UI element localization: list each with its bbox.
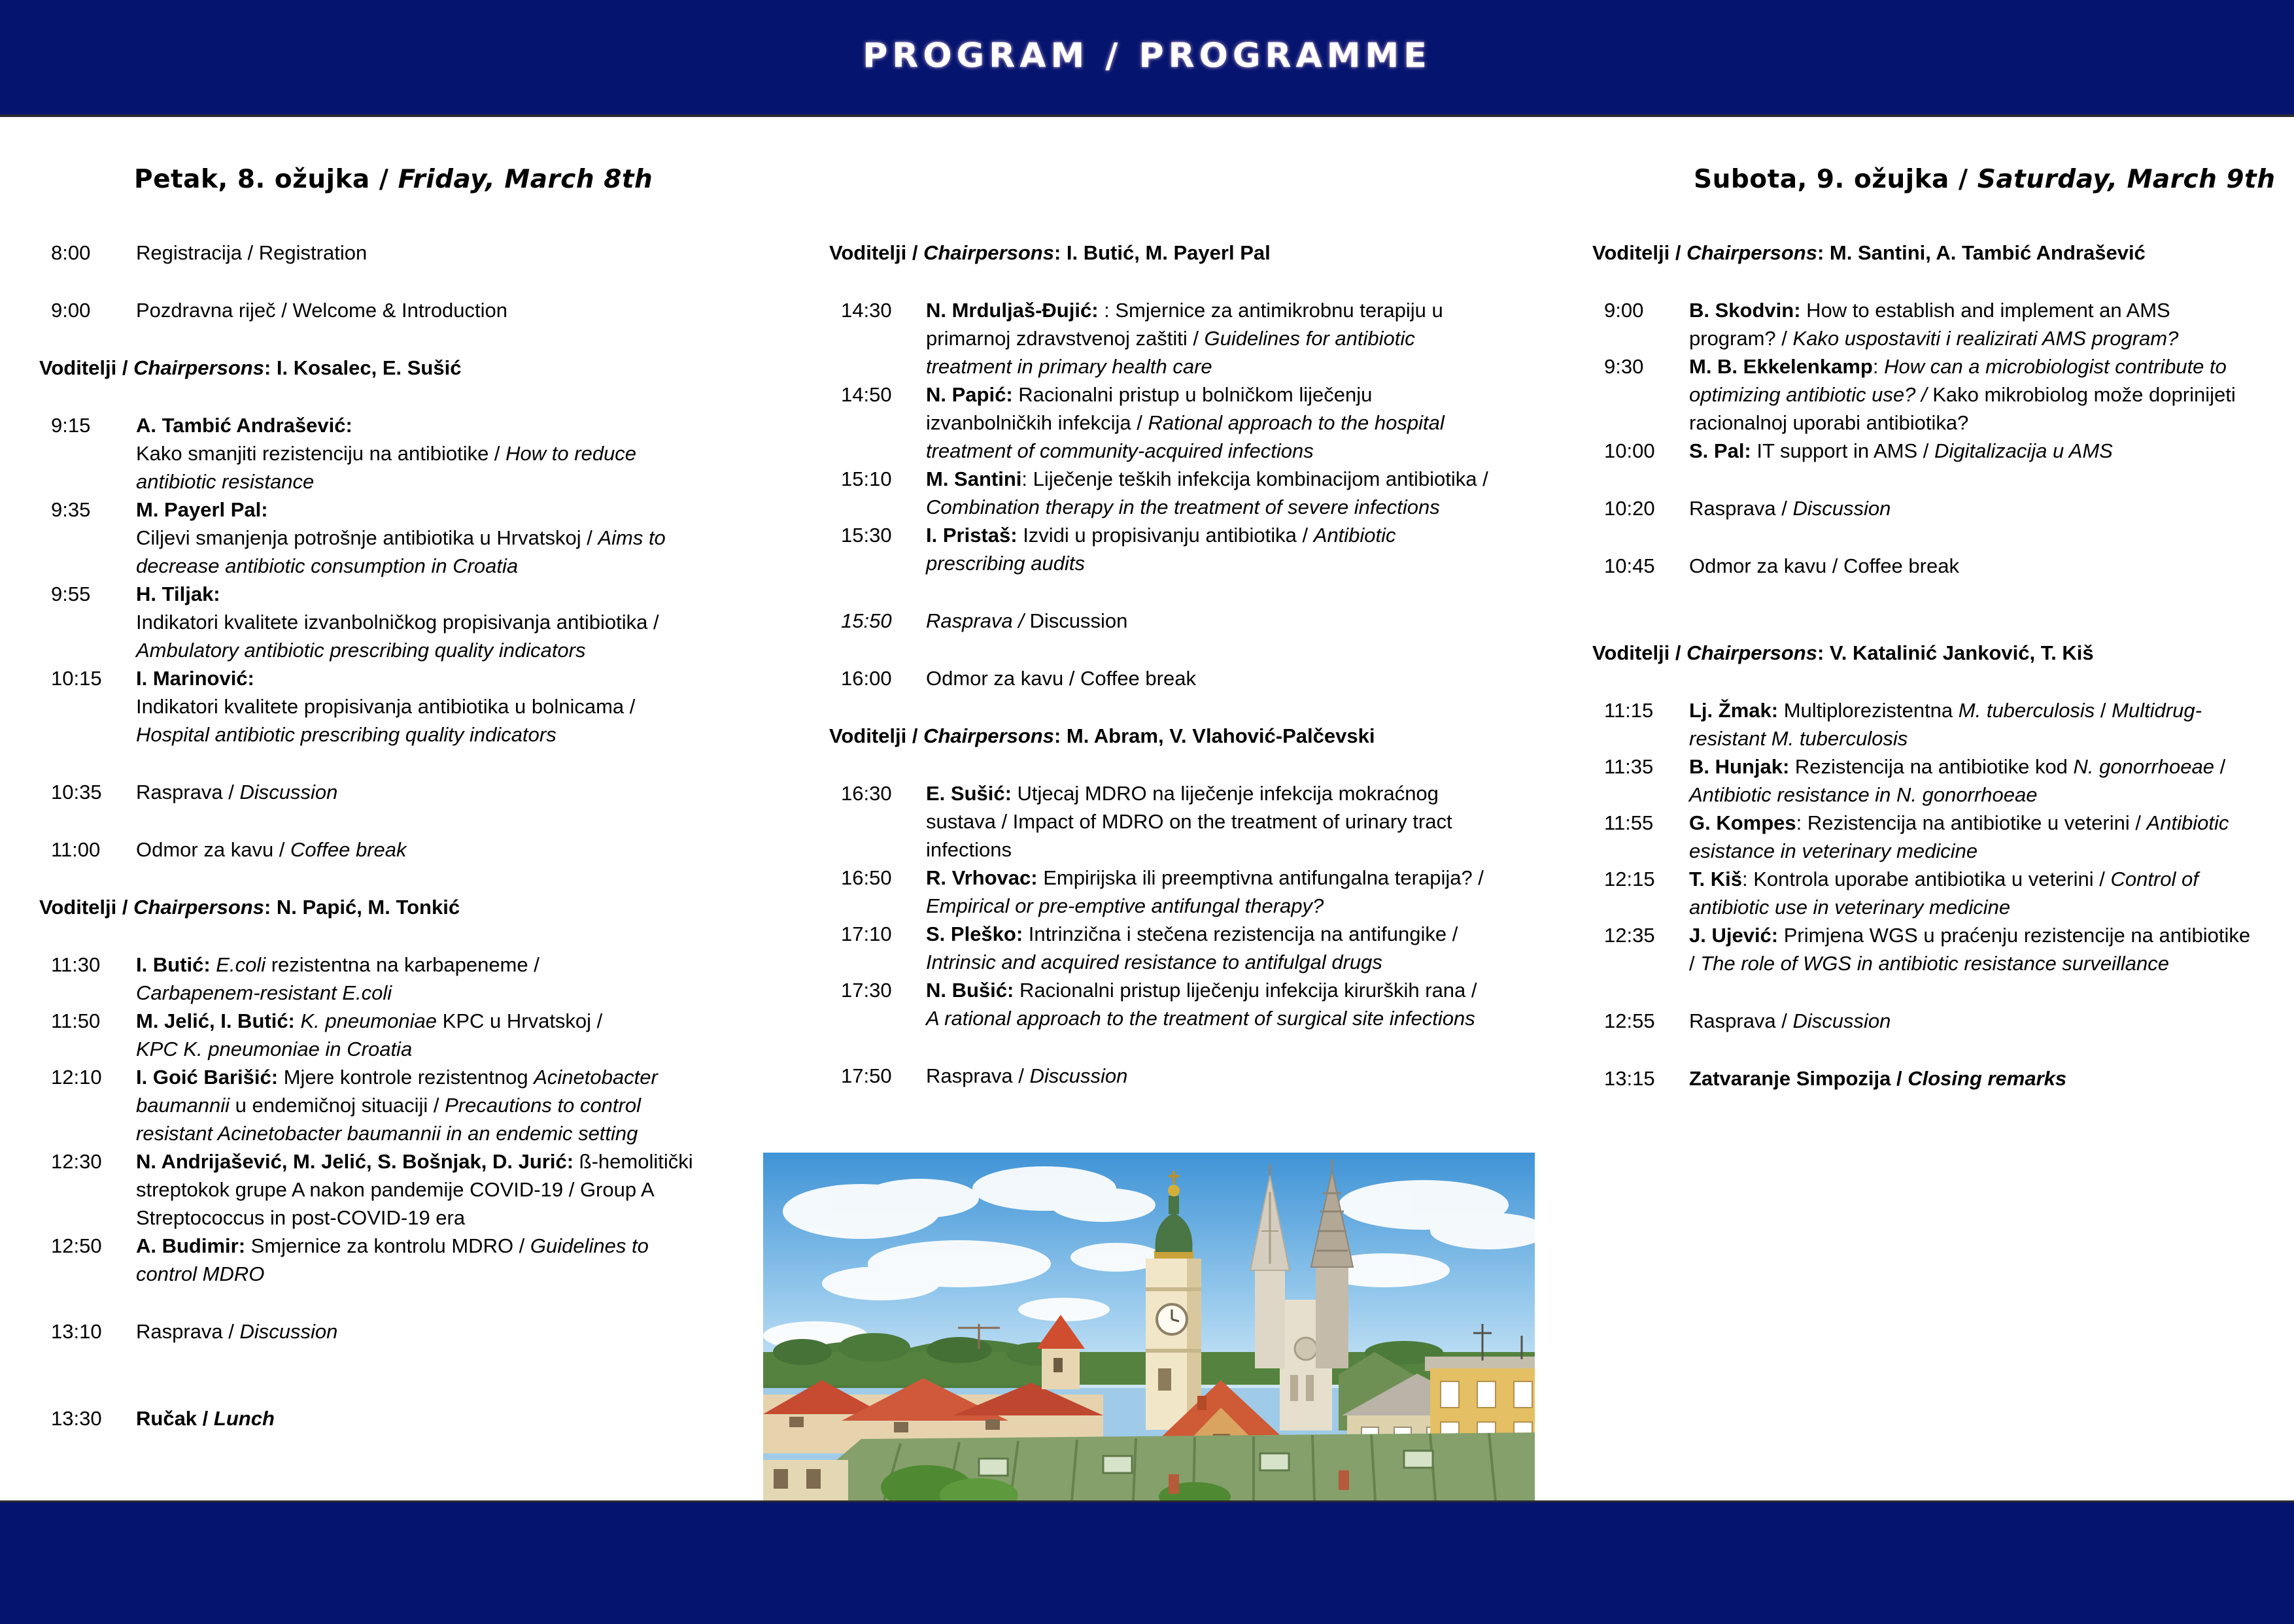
chairpersons-row	[1592, 239, 2292, 267]
event-text: J. Ujević: Primjena WGS u praćenju rezistencije na antibiotike / The role of WGS in antibiotic resistance surveillance	[1689, 924, 2251, 975]
time-label: 10:45	[1604, 554, 1655, 577]
chairpersons-row	[39, 893, 768, 921]
event-text: I. Marinović: Indikatori kvalitete propisivanja antibiotika u bolnicama / Hospital antibiotic prescribing quality indicators	[136, 667, 636, 746]
time-label: 17:50	[841, 1064, 892, 1087]
time-label: 11:00	[51, 838, 101, 861]
chairpersons-text: Voditelji / Chairpersons: M. Abram, V. Vlahović-Palčevski	[829, 724, 1375, 747]
time-label: 13:15	[1604, 1067, 1655, 1090]
time-label: 17:30	[841, 979, 892, 1002]
schedule-row	[39, 580, 768, 664]
schedule-row	[1592, 865, 2292, 921]
time-label: 9:30	[1604, 355, 1644, 378]
time-label: 16:00	[841, 667, 892, 690]
time-label: 12:10	[51, 1066, 102, 1089]
time-label: 17:10	[841, 922, 892, 945]
schedule-column-friday-morning	[39, 239, 768, 1432]
time-label: 9:00	[1604, 299, 1644, 322]
schedule-row	[39, 1147, 768, 1232]
chairpersons-row	[829, 722, 1562, 750]
time-label: 15:10	[841, 467, 892, 490]
event-text: Odmor za kavu / Coffee break	[136, 838, 407, 861]
time-label: 11:30	[51, 953, 101, 976]
schedule-column-friday-afternoon	[829, 239, 1562, 1090]
chairpersons-row	[1592, 639, 2292, 667]
event-text: M. Payerl Pal: Ciljevi smanjenja potrošnje antibiotika u Hrvatskoj / Aims to decrease antibiotic consumption in Croatia	[136, 498, 666, 577]
time-label: 11:35	[1604, 755, 1654, 778]
time-label: 11:15	[1604, 699, 1654, 722]
time-label: 8:00	[51, 241, 91, 264]
schedule-row	[1592, 753, 2292, 809]
chairpersons-text: Voditelji / Chairpersons: I. Butić, M. Payerl Pal	[829, 241, 1271, 264]
time-label: 15:50	[841, 609, 892, 632]
event-text: R. Vrhovac: Empirijska ili preemptivna antifungalna terapija? / Empirical or pre-emptive antifungal therapy?	[926, 866, 1484, 917]
schedule-row	[39, 296, 768, 324]
saturday-date-hr: Subota, 9. ožujka /	[1694, 165, 1977, 194]
time-label: 9:35	[51, 498, 91, 521]
schedule-row	[829, 296, 1562, 381]
schedule-row	[1592, 352, 2292, 437]
event-text: M. Jelić, I. Butić: K. pneumoniae KPC u Hrvatskoj / KPC K. pneumoniae in Croatia	[136, 1009, 603, 1060]
event-text: I. Pristaš: Izvidi u propisivanju antibiotika / Antibiotic prescribing audits	[926, 524, 1396, 575]
schedule-row	[1592, 296, 2292, 352]
event-text: E. Sušić: Utjecaj MDRO na liječenje infekcija mokraćnog sustava / Impact of MDRO on the treatment of urinary tract infections	[926, 782, 1452, 861]
schedule-row	[829, 381, 1562, 465]
event-text: N. Bušić: Racionalni pristup liječenju infekcija kirurških rana / A rational approach to the treatment of surgical site infections	[926, 979, 1477, 1030]
schedule-row	[39, 951, 768, 1007]
schedule-row	[829, 521, 1562, 577]
schedule-row	[829, 664, 1562, 692]
time-label: 9:55	[51, 583, 91, 605]
event-text: I. Goić Barišić: Mjere kontrole rezistentnog Acinetobacter baumannii u endemičnoj situaciji / Precautions to control resistant Acinetobacter baumannii in an endemic setting	[136, 1066, 658, 1145]
time-label: 14:30	[841, 299, 892, 322]
bottom-banner	[0, 1500, 2294, 1624]
time-label: 10:00	[1604, 439, 1655, 462]
event-text: Pozdravna riječ / Welcome & Introduction	[136, 299, 508, 322]
schedule-row	[39, 1317, 768, 1345]
friday-date-header	[134, 165, 653, 194]
chairpersons-text: Voditelji / Chairpersons: N. Papić, M. Tonkić	[39, 896, 460, 919]
schedule-row	[39, 1063, 768, 1147]
time-label: 16:50	[841, 866, 892, 889]
saturday-date-en: Saturday, March 9th	[1977, 165, 2276, 194]
schedule-row	[39, 239, 768, 267]
event-text: Odmor za kavu / Coffee break	[1689, 554, 1959, 577]
event-text: S. Pal: IT support in AMS / Digitalizacija u AMS	[1689, 439, 2113, 462]
schedule-row	[39, 664, 768, 749]
event-text: S. Pleško: Intrinzična i stečena rezistencija na antifungike / Intrinsic and acquired resistance to antifulgal drugs	[926, 922, 1458, 973]
schedule-row	[39, 778, 768, 806]
event-text: Rasprava / Discussion	[136, 781, 338, 804]
schedule-row	[39, 1232, 768, 1288]
event-text: Odmor za kavu / Coffee break	[926, 667, 1196, 690]
event-text: Rasprava / Discussion	[1689, 1009, 1891, 1032]
saturday-date-header	[1694, 165, 2275, 194]
top-banner	[0, 0, 2294, 117]
time-label: 12:55	[1604, 1009, 1655, 1032]
chairpersons-row	[829, 239, 1562, 267]
event-text: N. Papić: Racionalni pristup u bolničkom liječenju izvanbolničkih infekcija / Rational approach to the hospital treatment of community-acquired infections	[926, 383, 1445, 462]
event-text: I. Butić: E.coli rezistentna na karbapeneme / Carbapenem-resistant E.coli	[136, 953, 539, 1004]
schedule-row	[829, 920, 1562, 976]
time-label: 14:50	[841, 383, 892, 406]
schedule-row	[829, 779, 1562, 864]
schedule-row	[1592, 809, 2292, 865]
schedule-row	[39, 411, 768, 496]
event-text: T. Kiš: Kontrola uporabe antibiotika u veterini / Control of antibiotic use in veterinary medicine	[1689, 868, 2199, 919]
foreground-green-roof	[763, 1432, 1535, 1500]
friday-date-hr: Petak, 8. ožujka /	[134, 165, 398, 194]
schedule-row	[1592, 494, 2292, 522]
time-label: 12:35	[1604, 924, 1655, 947]
schedule-row	[1592, 696, 2292, 753]
schedule-row	[829, 1062, 1562, 1090]
friday-date-en: Friday, March 8th	[398, 165, 653, 194]
chairpersons-row	[39, 354, 768, 382]
event-text: Registracija / Registration	[136, 241, 368, 264]
chairpersons-text: Voditelji / Chairpersons: I. Kosalec, E. Sušić	[39, 356, 462, 379]
event-text: Rasprava / Discussion	[926, 1064, 1128, 1087]
chairpersons-text: Voditelji / Chairpersons: V. Katalinić Janković, T. Kiš	[1592, 641, 2094, 664]
time-label: 11:55	[1604, 811, 1654, 834]
event-text: A. Budimir: Smjernice za kontrolu MDRO / Guidelines to control MDRO	[136, 1234, 649, 1285]
time-label: 12:50	[51, 1234, 102, 1257]
schedule-row	[829, 864, 1562, 920]
schedule-row	[1592, 1007, 2292, 1035]
event-text: H. Tiljak: Indikatori kvalitete izvanbolničkog propisivanja antibiotika / Ambulatory antibiotic prescribing quality indicators	[136, 583, 659, 662]
event-text: Rasprava / Discussion	[136, 1320, 338, 1343]
schedule-row	[39, 496, 768, 580]
schedule-row	[39, 1007, 768, 1063]
event-text: Ručak / Lunch	[136, 1407, 275, 1430]
event-text: N. Andrijašević, M. Jelić, S. Bošnjak, D. Jurić: ß-hemolitički streptokok grupe A nakon pandemije COVID-19 / Group A Streptococcus in post-COVID-19 era	[136, 1150, 693, 1229]
chairpersons-text: Voditelji / Chairpersons: M. Santini, A. Tambić Andrašević	[1592, 241, 2146, 264]
zagreb-skyline-photo	[763, 1153, 1535, 1500]
event-text: Lj. Žmak: Multiplorezistentna M. tuberculosis / Multidrug- resistant M. tuberculosis	[1689, 699, 2202, 750]
event-text: Rasprava / Discussion	[926, 609, 1128, 632]
time-label: 12:30	[51, 1150, 102, 1173]
event-text: B. Hunjak: Rezistencija na antibiotike kod N. gonorrhoeae / Antibiotic resistance in N. gonorrhoeae	[1689, 755, 2226, 806]
page-title: PROGRAM / PROGRAMME	[863, 36, 1431, 76]
event-text: M. Santini: Liječenje teških infekcija kombinacijom antibiotika / Combination therapy in the treatment of severe infections	[926, 467, 1488, 518]
schedule-row	[1592, 921, 2292, 977]
schedule-row	[39, 836, 768, 864]
event-text: A. Tambić Andrašević: Kako smanjiti rezistenciju na antibiotike / How to reduce antibiotic resistance	[136, 414, 637, 493]
time-label: 12:15	[1604, 868, 1655, 890]
time-label: 11:50	[51, 1009, 101, 1032]
schedule-row	[829, 465, 1562, 521]
time-label: 13:10	[51, 1320, 102, 1343]
schedule-row	[1592, 552, 2292, 580]
event-text: M. B. Ekkelenkamp: How can a microbiologist contribute to optimizing antibiotic use? / Kako mikrobiolog može doprinijeti racionalnoj uporabi antibiotika?	[1689, 355, 2236, 434]
time-label: 15:30	[841, 524, 892, 547]
schedule-row	[829, 607, 1562, 635]
event-text: B. Skodvin: How to establish and implement an AMS program? / Kako uspostaviti i realizirati AMS program?	[1689, 299, 2179, 350]
schedule-row	[829, 976, 1562, 1032]
time-label: 9:00	[51, 299, 91, 322]
time-label: 10:15	[51, 667, 102, 690]
event-text: Zatvaranje Simpozija / Closing remarks	[1689, 1067, 2067, 1090]
time-label: 10:35	[51, 781, 102, 804]
event-text: G. Kompes: Rezistencija na antibiotike u veterini / Antibiotic esistance in veterinary medicine	[1689, 811, 2229, 862]
time-label: 9:15	[51, 414, 91, 437]
schedule-row	[1592, 437, 2292, 465]
time-label: 13:30	[51, 1407, 102, 1430]
schedule-row	[1592, 1064, 2292, 1092]
event-text: N. Mrduljaš-Đujić: : Smjernice za antimikrobnu terapiju u primarnoj zdravstvenoj zaštiti / Guidelines for antibiotic treatment in primary health care	[926, 299, 1443, 378]
schedule-row	[39, 1404, 768, 1432]
time-label: 10:20	[1604, 497, 1655, 520]
schedule-column-saturday	[1592, 239, 2292, 1092]
time-label: 16:30	[841, 782, 892, 805]
event-text: Rasprava / Discussion	[1689, 497, 1891, 520]
